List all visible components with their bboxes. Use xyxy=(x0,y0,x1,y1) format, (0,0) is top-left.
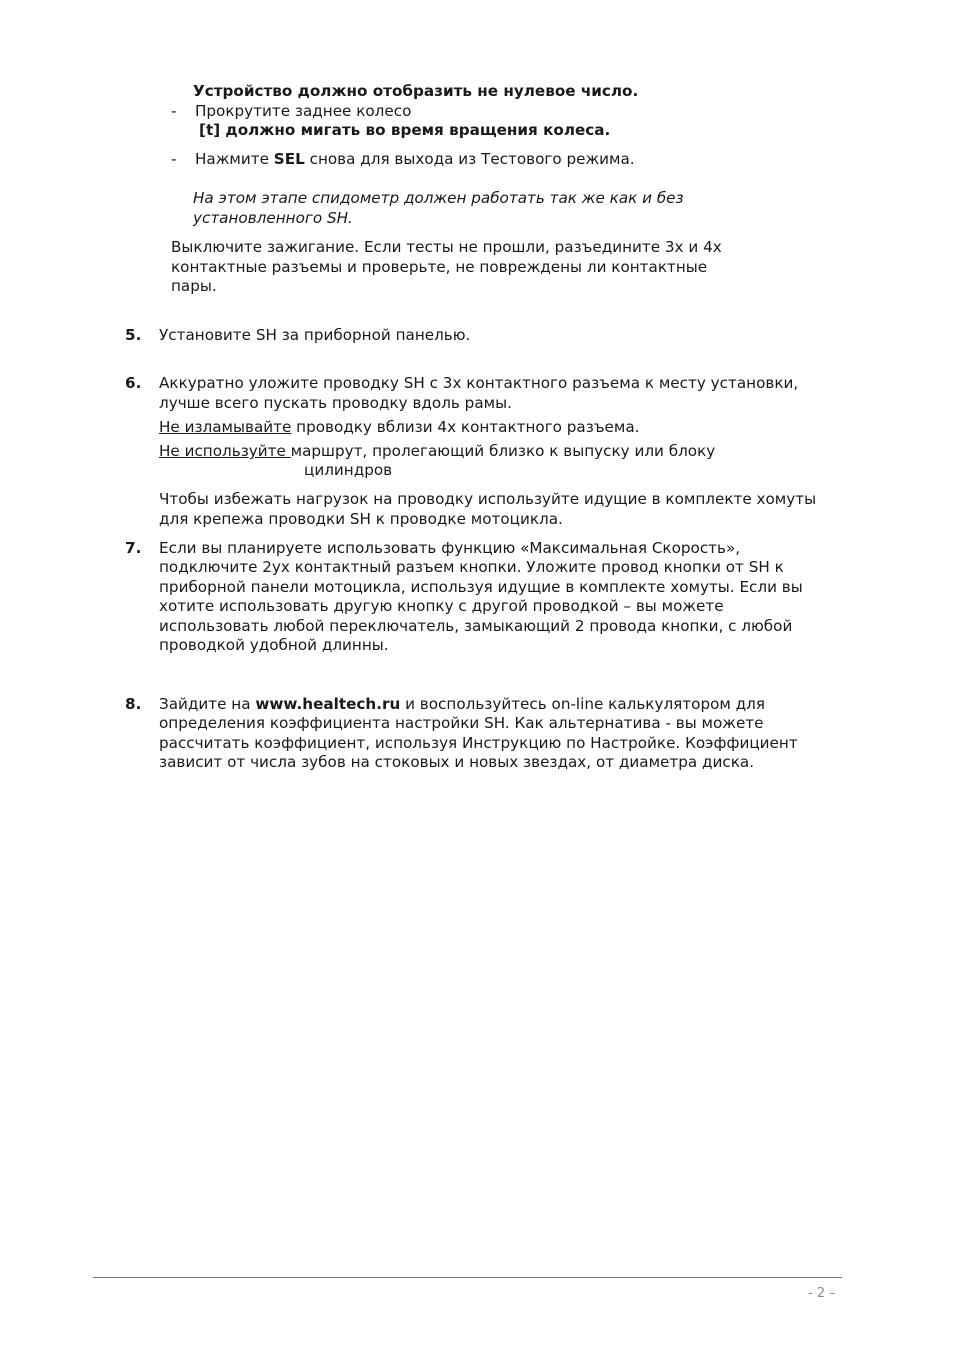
step8-line4: зависит от числа зубов на стоковых и новых звездах, от диаметра диска. xyxy=(159,753,755,771)
warning-route-line2: цилиндров xyxy=(304,461,393,479)
ties-paragraph-line1: Чтобы избежать нагрузок на проводку используйте идущие в комплекте хомуты xyxy=(159,490,817,508)
step-number-6: 6. xyxy=(125,374,142,392)
blink-note: [t] должно мигать во время вращения колеса. xyxy=(199,121,611,139)
step-number-5: 5. xyxy=(125,326,142,344)
step-rear-wheel: Прокрутите заднее колесо xyxy=(195,102,412,120)
speedometer-note-line1: На этом этапе спидометр должен работать так же как и без xyxy=(193,189,684,207)
step7-line1: Если вы планируете использовать функцию «Максимальная Скорость», xyxy=(159,539,741,557)
warning-route-emphasis: Не используйте xyxy=(159,442,291,460)
step5-text: Установите SH за приборной панелью. xyxy=(159,326,471,344)
step7-line2: подключите 2ух контактный разъем кнопки. Уложите провод кнопки от SH к xyxy=(159,558,784,576)
warning-bend xyxy=(159,418,639,438)
step7-line3: приборной панели мотоцикла, используя идущие в комплекте хомуты. Если вы xyxy=(159,578,803,596)
press-suffix: снова для выхода из Тестового режима. xyxy=(304,150,635,168)
list-dash: - xyxy=(171,150,177,168)
list-dash: - xyxy=(171,102,177,120)
step8-line3: рассчитать коэффициент, используя Инструкцию по Настройке. Коэффициент xyxy=(159,734,798,752)
ignition-paragraph-line2: контактные разъемы и проверьте, не повреждены ли контактные xyxy=(171,258,708,276)
step8-prefix: Зайдите на xyxy=(159,695,256,713)
press-prefix: Нажмите xyxy=(195,150,274,168)
step6-line1: Аккуратно уложите проводку SH с 3х контактного разъема к месту установки, xyxy=(159,374,799,392)
step-press-sel xyxy=(195,150,635,170)
warning-route-rest: маршрут, пролегающий близко к выпуску или блоку xyxy=(290,442,716,460)
step7-line6: проводкой удобной длинны. xyxy=(159,636,389,654)
step-number-7: 7. xyxy=(125,539,142,557)
healtech-website: www.healtech.ru xyxy=(255,695,401,713)
step7-line4: хотите использовать другую кнопку с другой проводкой – вы можете xyxy=(159,597,724,615)
ignition-paragraph-line1: Выключите зажигание. Если тесты не прошли, разъедините 3х и 4х xyxy=(171,238,722,256)
warning-bend-emphasis: Не изламывайте xyxy=(159,418,292,436)
step8-line2: определения коэффициента настройки SH. Как альтернатива - вы можете xyxy=(159,714,764,732)
step-number-8: 8. xyxy=(125,695,142,713)
speedometer-note-line2: установленного SH. xyxy=(193,209,353,227)
step8-line1-rest: и воспользуйтесь on-line калькулятором для xyxy=(400,695,766,713)
step7-line5: использовать любой переключатель, замыкающий 2 провода кнопки, с любой xyxy=(159,617,793,635)
ignition-paragraph-line3: пары. xyxy=(171,277,217,295)
page-number: - 2 – xyxy=(808,1286,836,1301)
test-result-note: Устройство должно отобразить не нулевое число. xyxy=(193,82,639,100)
footer-divider xyxy=(93,1277,842,1278)
step6-line2: лучше всего пускать проводку вдоль рамы. xyxy=(159,394,512,412)
warning-bend-rest: проводку вблизи 4х контактного разъема. xyxy=(291,418,640,436)
step8-line1 xyxy=(159,695,765,715)
sel-key: SEL xyxy=(273,150,305,168)
warning-route xyxy=(159,442,715,462)
ties-paragraph-line2: для крепежа проводки SH к проводке мотоцикла. xyxy=(159,510,563,528)
